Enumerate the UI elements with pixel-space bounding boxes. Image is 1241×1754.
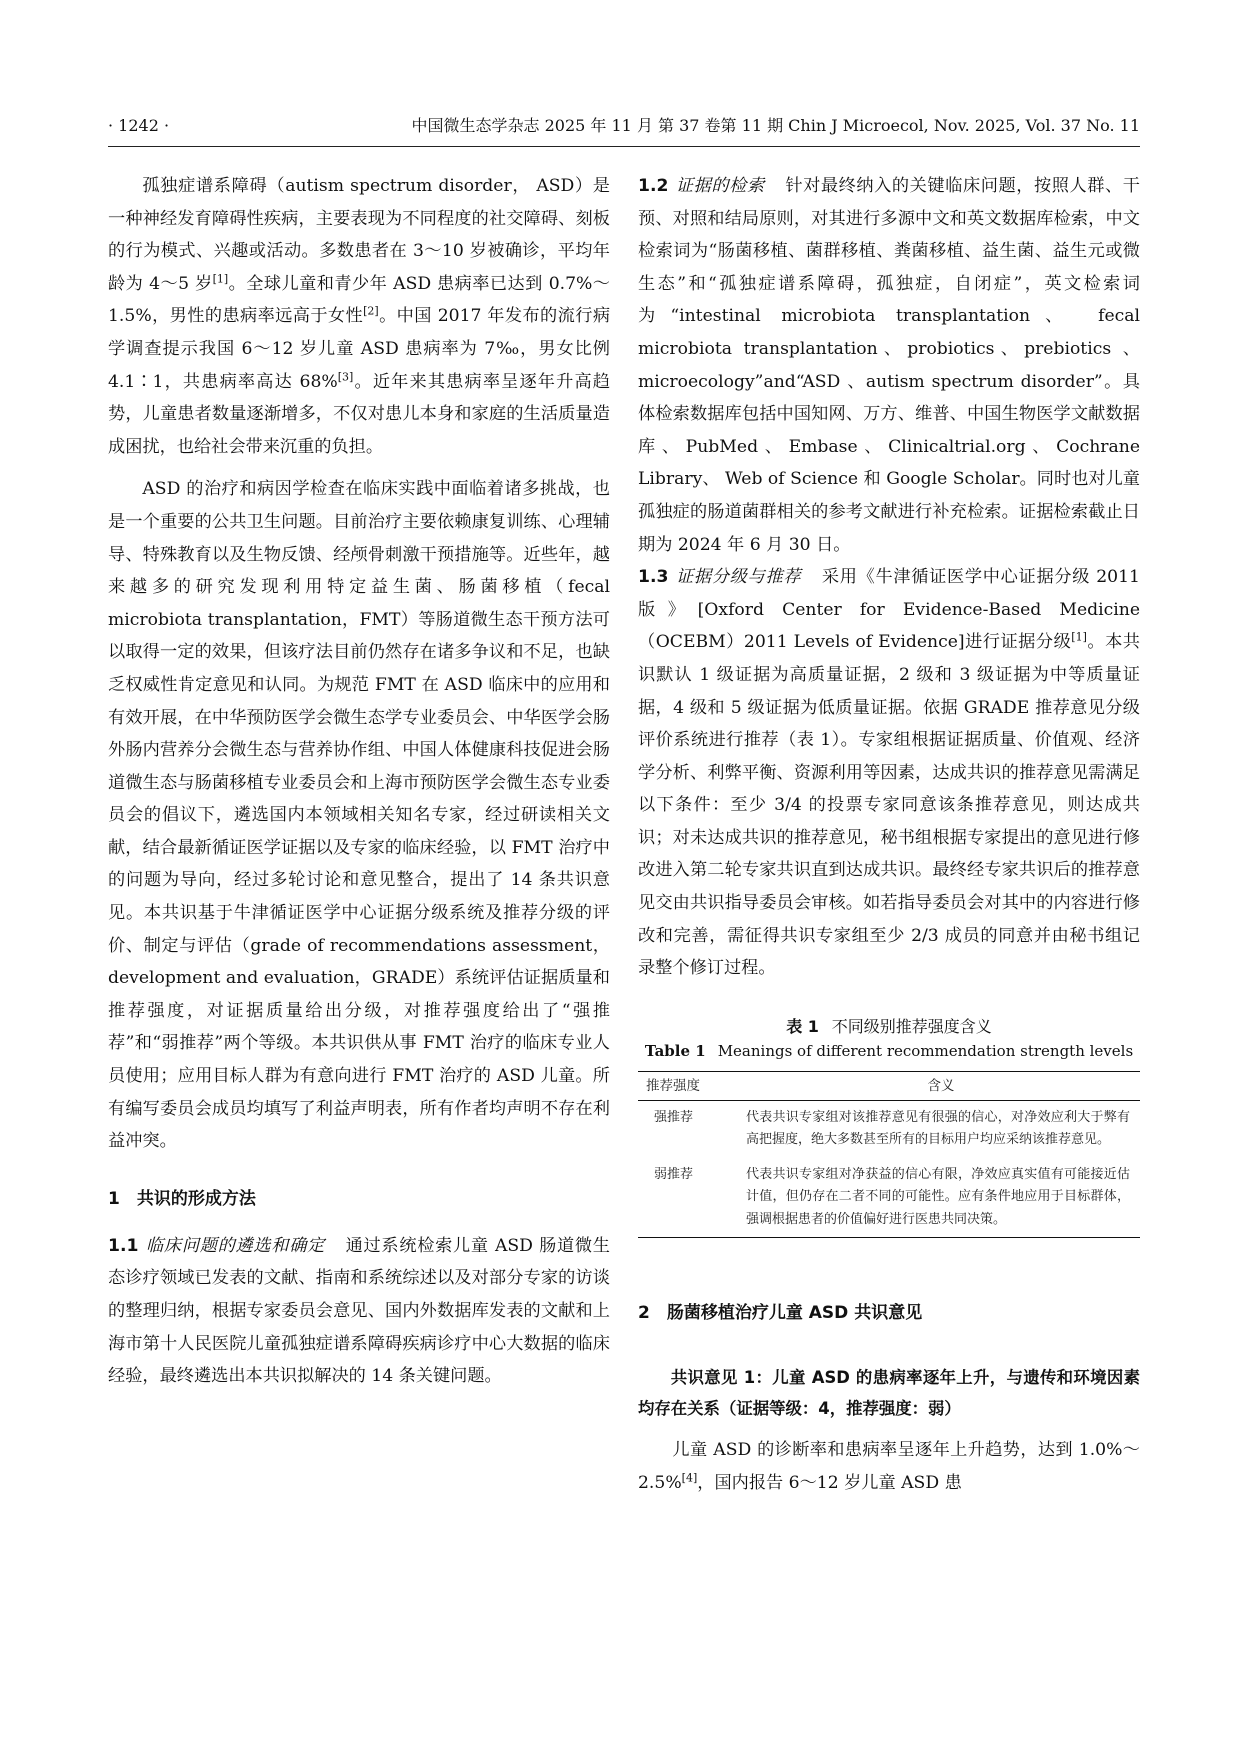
header-rule	[108, 146, 1140, 147]
intro-paragraph-1: 孤独症谱系障碍（autism spectrum disorder， ASD）是一种神经发育障碍性疾病，主要表现为不同程度的社交障碍、刻板的行为模式、兴趣或活动。多数患者在 3～10 岁被确诊，平均年龄为 4～5 岁[1]。全球儿童和青少年 ASD 患病率已达到 0.7%～1.5%，男性的患病率远高于女性[2]。中国 2017 年发布的流行病学调查提示我国 6～12 岁儿童 ASD 患病率为 7‰，男女比例 4.1∶1，共患病率高达 68%[3]。近年来其患病率呈逐年升高趋势，儿童患者数量逐渐增多，不仅对患儿本身和家庭的生活质量造成困扰，也给社会带来沉重的负担。	[108, 176, 611, 457]
journal-citation: 中国微生态学杂志 2025 年 11 月 第 37 卷第 11 期 Chin J Microecol, Nov. 2025, Vol. 37 No. 11	[411, 116, 1140, 135]
running-header	[108, 114, 1140, 138]
table-caption-en: Table 1 Meanings of different recommendation strength levels	[644, 1041, 1134, 1060]
section-heading-1: 1 共识的形成方法	[108, 1188, 256, 1209]
table-caption-cn: 表 1 不同级别推荐强度含义	[786, 1016, 992, 1036]
table-cell-meaning: 代表共识专家组对该推荐意见有很强的信心，对净效应利大于弊有高把握度，绝大多数甚至所有的目标用户均应采纳该推荐意见。	[746, 1109, 1130, 1148]
citation-ref[interactable]: [1]	[1071, 630, 1087, 644]
table-cell-level: 弱推荐	[654, 1166, 694, 1182]
table-header-cell: 推荐强度	[638, 1071, 742, 1100]
table-row	[638, 1158, 1140, 1238]
table-row	[638, 1100, 1140, 1158]
table-header-row	[638, 1071, 1140, 1100]
table-header-cell: 含义	[742, 1071, 1140, 1100]
consensus-1-paragraph: 儿童 ASD 的诊断率和患病率呈逐年上升趋势，达到 1.0%～2.5%[4]，国内报告 6～12 岁儿童 ASD 患	[638, 1440, 1140, 1493]
citation-ref[interactable]: [2]	[363, 304, 379, 318]
subsection-title: 证据分级与推荐	[675, 567, 802, 588]
consensus-statement-1: 共识意见 1：儿童 ASD 的患病率逐年上升，与遗传和环境因素均存在关系（证据等级：4，推荐强度：弱）	[638, 1368, 1140, 1419]
recommendation-strength-table	[638, 1071, 1140, 1239]
citation-ref[interactable]: [1]	[212, 272, 229, 286]
page-number: · 1242 ·	[108, 116, 170, 135]
subsection-1-2: 1.2 证据的检索 针对最终纳入的关键临床问题，按照人群、干预、对照和结局原则，对其进行多源中文和英文数据库检索，中文检索词为“肠菌移植、菌群移植、粪菌移植、益生菌、益生元或微生态”和“孤独症谱系障碍，孤独症，自闭症”，英文检索词为“intestinal microbiota transplantation、 fecal microbiota transplantation、probiotics、prebiotics 、microecology”and“ASD 、autism spectrum disorder”。具体检索数据库包括中国知网、万方、维普、中国生物医学文献数据库、PubMed、Embase、Clinicaltrial.org、Cochrane Library、 Web of Science 和 Google Scholar。同时也对儿童孤独症的肠道菌群相关的参考文献进行补充检索。证据检索截止日期为 2024 年 6 月 30 日。	[638, 176, 1140, 555]
left-column	[108, 170, 610, 1393]
table-cell-meaning: 代表共识专家组对净获益的信心有限，净效应真实值有可能接近估计值，但仍存在二者不同的可能性。应有条件地应用于目标群体，强调根据患者的价值偏好进行医患共同决策。	[746, 1166, 1130, 1227]
subsection-1-3: 1.3 证据分级与推荐 采用《牛津循证医学中心证据分级 2011 版》[Oxford Center for Evidence-Based Medicine（OCEBM）2011 Levels of Evidence]进行证据分级[1]。本共识默认 1 级证据为高质量证据，2 级和 3 级证据为中等质量证据，4 级和 5 级证据为低质量证据。依据 GRADE 推荐意见分级评价系统进行推荐（表 1）。专家组根据证据质量、价值观、经济学分析、利弊平衡、资源利用等因素，达成共识的推荐意见需满足以下条件：至少 3/4 的投票专家同意该条推荐意见，则达成共识；对未达成共识的推荐意见，秘书组根据专家提出的意见进行修改进入第二轮专家共识直到达成共识。最终经专家共识后的推荐意见交由共识指导委员会审核。如若指导委员会对其中的内容进行修改和完善，需征得共识专家组至少 2/3 成员的同意并由秘书组记录整个修订过程。	[638, 567, 1140, 979]
subsection-title: 证据的检索	[675, 176, 765, 196]
subsection-1-1: 1.1 临床问题的遴选和确定 通过系统检索儿童 ASD 肠道微生态诊疗领域已发表的文献、指南和系统综述以及对部分专家的访谈的整理归纳，根据专家委员会意见、国内外数据库发表的文献和上海市第十人民医院儿童孤独症谱系障碍疾病诊疗中心大数据的临床经验，最终遴选出本共识拟解决的 14 条关键问题。	[108, 1235, 610, 1387]
citation-ref[interactable]: [3]	[337, 369, 354, 383]
right-column	[638, 170, 1140, 1500]
table-cell-level: 强推荐	[654, 1109, 694, 1125]
subsection-title: 临床问题的遴选和确定	[145, 1235, 325, 1256]
citation-ref[interactable]: [4]	[681, 1471, 698, 1485]
intro-paragraph-2: ASD 的治疗和病因学检查在临床实践中面临着诸多挑战，也是一个重要的公共卫生问题。目前治疗主要依赖康复训练、心理辅导、特殊教育以及生物反馈、经颅骨刺激干预措施等。近些年，越来越多的研究发现利用特定益生菌、肠菌移植（fecal microbiota transplantation，FMT）等肠道微生态干预方法可以取得一定的效果，但该疗法目前仍然存在诸多争议和不足，也缺乏权威性肯定意见和认同。为规范 FMT 在 ASD 临床中的应用和有效开展，在中华预防医学会微生态学专业委员会、中华医学会肠外肠内营养分会微生态与营养协作组、中国人体健康科技促进会肠道微生态与肠菌移植专业委员会和上海市预防医学会微生态专业委员会的倡议下，遴选国内本领域相关知名专家，经过研读相关文献，结合最新循证医学证据以及专家的临床经验，以 FMT 治疗中的问题为导向，经过多轮讨论和意见整合，提出了 14 条共识意见。本共识基于牛津循证医学中心证据分级系统及推荐分级的评价、制定与评估（grade of recommendations assessment，development and evaluation，GRADE）系统评估证据质量和推荐强度，对证据质量给出分级，对推荐强度给出了“强推荐”和“弱推荐”两个等级。本共识供从事 FMT 治疗的临床专业人员使用；应用目标人群为有意向进行 FMT 治疗的 ASD 儿童。所有编写委员会成员均填写了利益声明表，所有作者均声明不存在利益冲突。	[108, 479, 610, 1152]
section-heading-2: 2 肠菌移植治疗儿童 ASD 共识意见	[638, 1303, 923, 1324]
